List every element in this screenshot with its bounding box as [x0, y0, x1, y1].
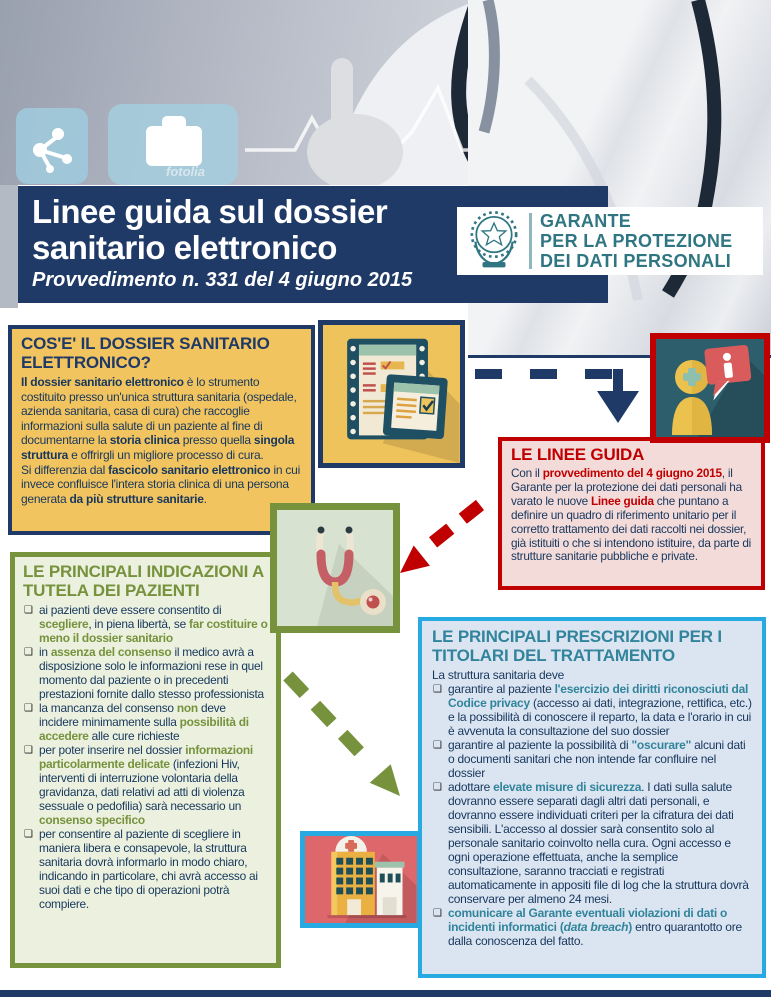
list-item: ❑ garantire al paziente l'esercizio dei diritti riconosciuti dal Codice privacy (accesso ai dati, integrazione, rettifica, etc.) e la possibilità di conoscere il reparto, la data e l'orario in cui è avvenuta la consultazione del suo dossier: [432, 682, 752, 738]
box-prescrizioni-title: LE PRINCIPALI PRESCRIZIONI PER I TITOLARI DEL TRATTAMENTO: [432, 627, 722, 665]
box-indicazioni-title: LE PRINCIPALI INDICAZIONI A TUTELA DEI PAZIENTI: [23, 562, 264, 600]
box-linee-guida-title: LE LINEE GUIDA: [511, 445, 645, 464]
list-item: ❑ per poter inserire nel dossier informazioni particolarmente delicate (infezioni Hiv, interventi di interruzione volontaria della gravidanza, dati relativi ad atti di violenza sessuale o pedofilia) sarà necessario un consenso specifico: [23, 743, 268, 827]
molecule-app-icon: [16, 108, 88, 184]
box-prescrizioni-titolari: [418, 617, 766, 978]
logo-text: GARANTE PER LA PROTEZIONE DEI DATI PERSONALI: [540, 211, 733, 271]
list-item: ❑ in assenza del consenso il medico avrà a disposizione solo le informazioni rese in quel momento dal paziente o in precedenti prestazioni fornite dallo stesso professionista: [23, 645, 268, 701]
hospital-icon: [300, 831, 422, 928]
list-item: ❑ per consentire al paziente di scegliere in maniera libera e consapevole, la struttura sanitaria dovrà informarlo in modo chiaro, indicando in particolare, chi avrà accesso ai suoi dati e che tipo di operazioni potrà compiere.: [23, 827, 268, 911]
list-item: ❑ la mancanza del consenso non deve incidere minimamente sulla possibilità di accedere alle cure richieste: [23, 701, 268, 743]
linee-guida-body: Con il provvedimento del 4 giugno 2015, il Garante per la protezione dei dati personali ha varato le nuove Linee guida che puntano a definire un quadro di riferimento unitario per il corretto trattamento dei dati raccolti nei dossier, già istituiti o che si intendono istituire, da parte di strutture sanitarie pubbliche e private.: [511, 466, 752, 564]
box-linee-guida: [498, 437, 765, 590]
list-item: ❑ garantire al paziente la possibilità di "oscurare" alcuni dati o documenti sanitari che non intende far confluire nel dossier: [432, 738, 752, 780]
medical-checklist-icon: [318, 320, 465, 468]
patient-info-icon: [650, 333, 770, 443]
stock-watermark: fotolia: [166, 164, 205, 179]
navy-connector-dash: [585, 369, 612, 379]
navy-connector-dash: [475, 369, 502, 379]
garante-logo: [457, 207, 763, 275]
red-dashed-arrow-icon: [390, 495, 490, 580]
list-item: ❑ adottare elevate misure di sicurezza. I dati sulla salute dovranno essere separati dagli altri dati personali, e dovranno essere individuati criteri per la cifratura dei dati sensibili. L'accesso al dossier sarà consentito solo al personale sanitario coinvolto nella cura. Ogni accesso e ogni operazione effettuata, anche la semplice consultazione, saranno tracciati e registrati automaticamente in appositi file di log che la struttura dovrà conservare per almeno 24 mesi.: [432, 780, 752, 906]
navy-arrow-down-icon: [597, 391, 639, 423]
footer-bar: [0, 990, 771, 997]
page-title: Linee guida sul dossier sanitario elettronico: [32, 193, 388, 266]
dossier-paragraph-2: Si differenzia dal fascicolo sanitario elettronico in cui invece confluisce l'intera storia clinica di una persona generata da più strutture sanitarie.: [21, 462, 300, 506]
logo-separator: [529, 213, 532, 269]
box-indicazioni-pazienti: [10, 552, 281, 968]
photo-edge-sliver: [0, 185, 18, 308]
navy-connector-elbow: [613, 369, 623, 393]
list-item: ❑ comunicare al Garante eventuali violazioni di dati o incidenti informatici (data breach) entro quarantotto ore dalla conoscenza del fatto.: [432, 906, 752, 948]
page-subtitle: Provvedimento n. 331 del 4 giugno 2015: [32, 269, 413, 291]
green-dashed-arrow-icon: [280, 668, 410, 803]
prescrizioni-intro: La struttura sanitaria deve: [432, 668, 564, 682]
garante-emblem-icon: [463, 207, 525, 276]
stethoscope-icon: [270, 503, 400, 633]
navy-connector-dash: [530, 369, 557, 379]
doctor-photo-right: [468, 0, 771, 358]
box-cosa-dossier: [8, 325, 315, 535]
dossier-paragraph-1: Il dossier sanitario elettronico è lo strumento costituito presso un'unica struttura sanitaria (ospedale, azienda sanitaria, casa di cura) che raccoglie informazioni sulla salute di un paziente al fine di documentarne la storia clinica presso quella singola struttura e offrirgli un migliore processo di cura.: [21, 375, 297, 462]
box-cosa-dossier-title: COS'E' IL DOSSIER SANITARIO ELETTRONICO?: [21, 334, 270, 372]
list-item: ❑ ai pazienti deve essere consentito di scegliere, in piena libertà, se far costituire o meno il dossier sanitario: [23, 603, 268, 645]
